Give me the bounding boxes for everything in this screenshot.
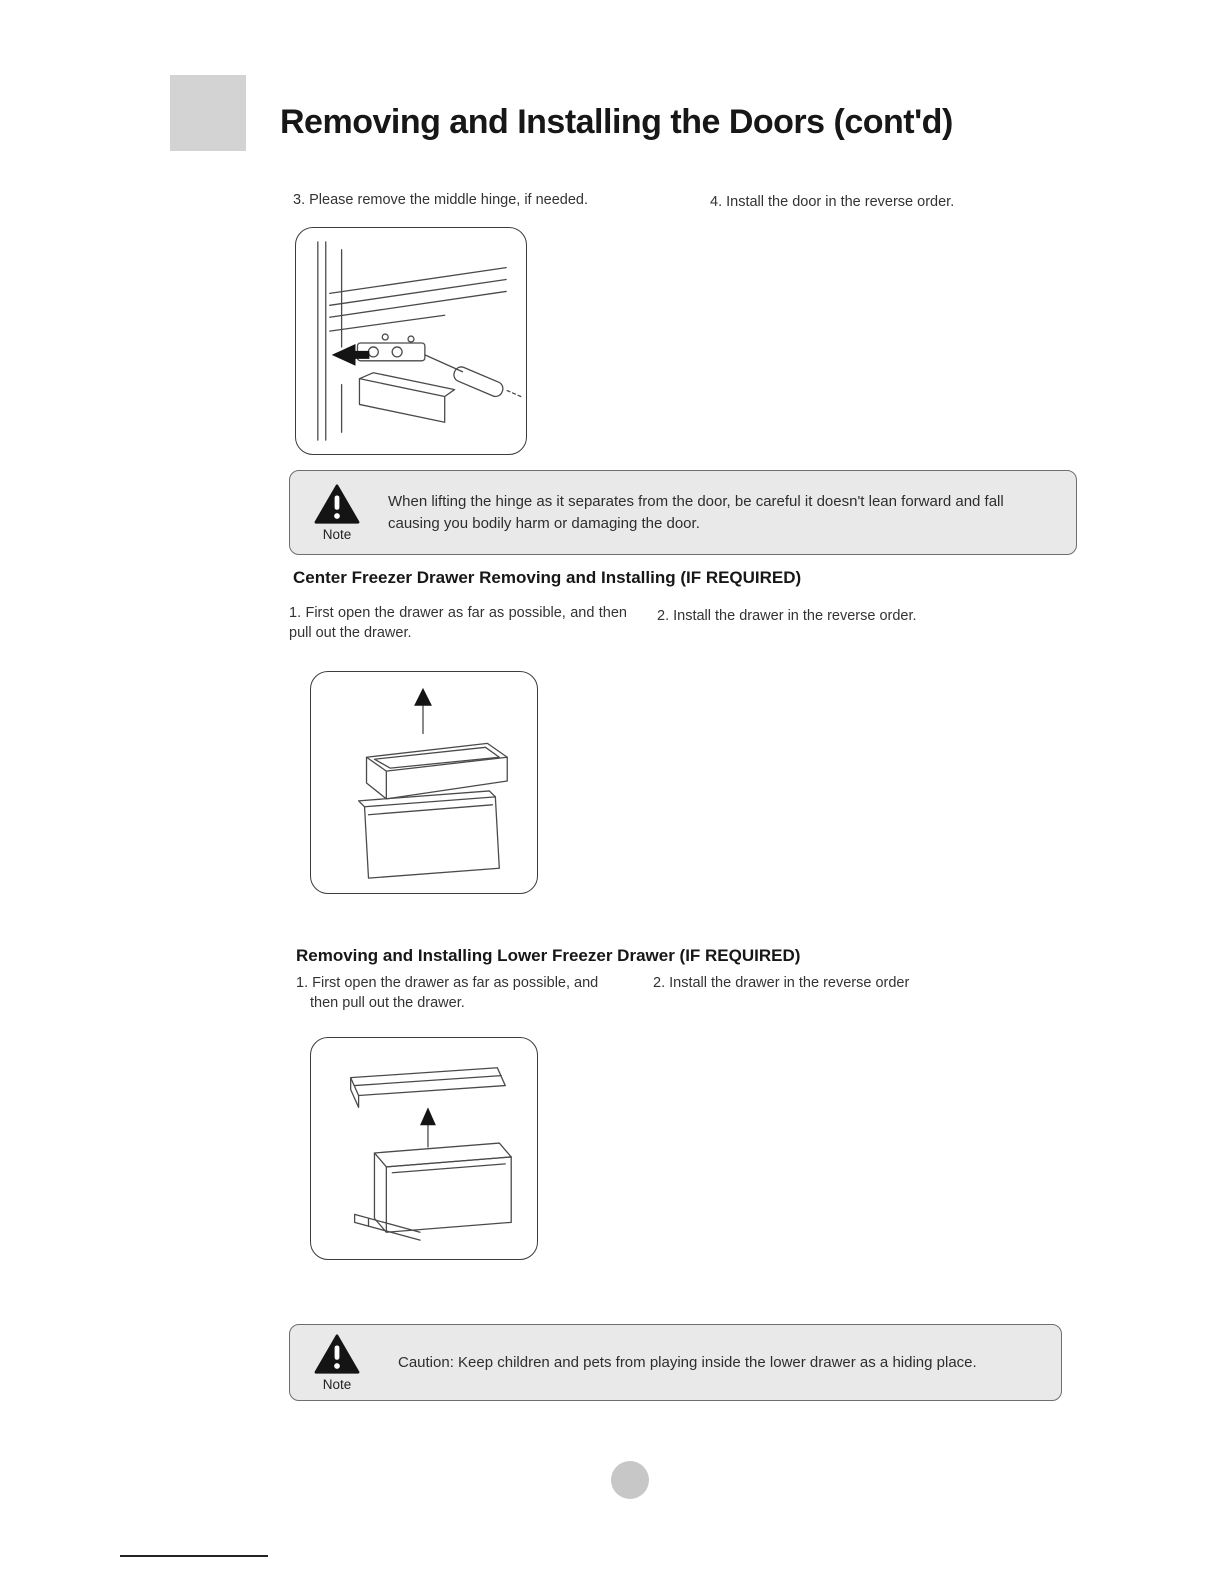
lower-drawer-step-2: 2. Install the drawer in the reverse order — [653, 975, 910, 991]
lower-drawer-heading: Removing and Installing Lower Freezer Drawer (IF REQUIRED) — [296, 946, 801, 965]
note-box-hinge — [289, 470, 1077, 555]
note-label: Note — [322, 526, 352, 542]
lower-drawer-figure — [310, 1037, 538, 1260]
page-number-box — [170, 75, 246, 151]
page-title: Removing and Installing the Doors (cont'd) — [280, 103, 953, 141]
door-step-3: 3. Please remove the middle hinge, if needed. — [293, 192, 589, 208]
door-step-4: 4. Install the door in the reverse order. — [710, 194, 955, 210]
footer-rule — [120, 1555, 268, 1557]
lower-drawer-illustration — [311, 1038, 537, 1259]
note-box-caution — [289, 1324, 1062, 1401]
center-drawer-figure — [310, 671, 538, 894]
warning-triangle-icon — [314, 1334, 360, 1376]
note-label: Note — [322, 1376, 352, 1392]
page-number-dot — [611, 1461, 649, 1499]
note-caution-text: Caution: Keep children and pets from playing inside the lower drawer as a hiding place. — [398, 1353, 977, 1371]
center-drawer-step-1: 1. First open the drawer as far as possible, and then pull out the drawer. — [289, 605, 627, 642]
center-drawer-heading: Center Freezer Drawer Removing and Installing (IF REQUIRED) — [293, 568, 802, 587]
warning-icon — [308, 484, 366, 542]
lower-drawer-step-1: 1. First open the drawer as far as possible, and then pull out the drawer. — [296, 975, 599, 1012]
center-drawer-step-2: 2. Install the drawer in the reverse order. — [657, 608, 917, 624]
warning-icon — [308, 1334, 366, 1392]
note-hinge-text: When lifting the hinge as it separates from the door, be careful it doesn't lean forward and fall causing you bodily harm or damaging the door. — [388, 492, 1004, 532]
hinge-removal-figure — [295, 227, 527, 455]
warning-triangle-icon — [314, 484, 360, 526]
hinge-removal-illustration — [296, 228, 526, 454]
center-drawer-illustration — [311, 672, 537, 893]
